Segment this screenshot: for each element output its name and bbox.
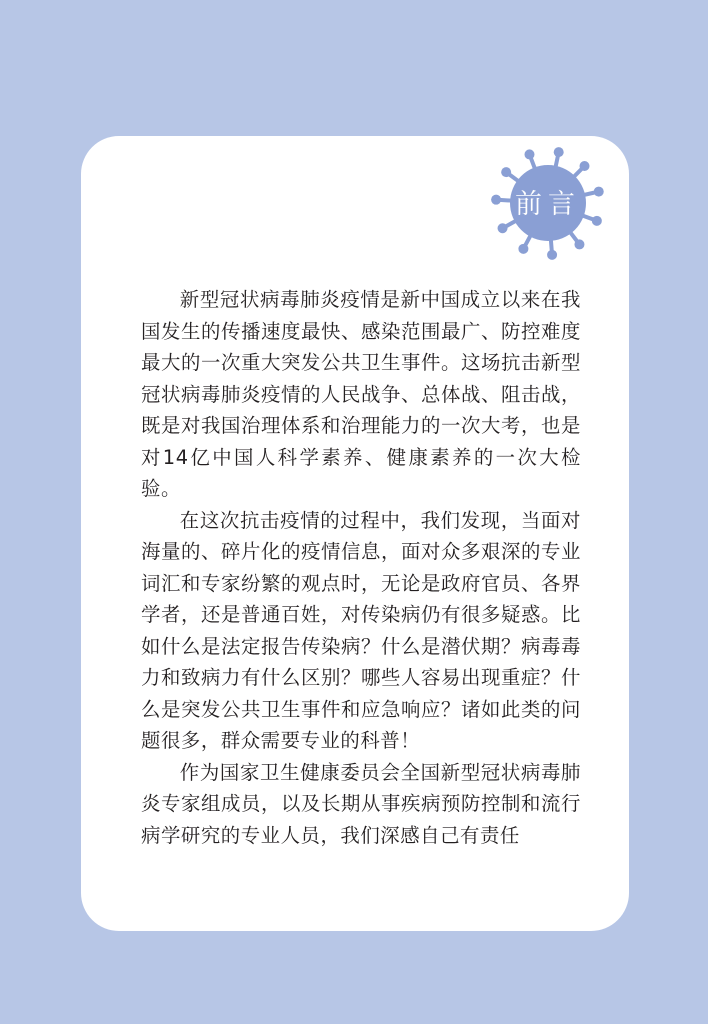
virus-spike-tip [518,244,528,254]
content-card [81,136,629,931]
virus-spike-tip [501,167,511,177]
virus-spike-tip [554,147,564,157]
paragraph-2: 在这次抗击疫情的过程中，我们发现，当面对海量的、碎片化的疫情信息，面对众多艰深的专业词汇和专家纷繁的观点时，无论是政府官员、各界学者，还是普通百姓，对传染病仍有很多疑惑。比如什么是法定报告传染病？什么是潜伏期？病毒毒力和致病力有什么区别？哪些人容易出现重症？什么是突发公共卫生事件和应急响应？诸如此类的问题很多，群众需要专业的科普！ [141,508,581,752]
virus-spike-tip [580,161,590,171]
virus-spike-tip [547,250,557,260]
virus-spike-tip [498,223,508,233]
preface-badge [489,144,607,262]
virus-spike-tip [574,239,584,249]
virus-spike-tip [524,149,534,159]
paragraph-1: 新型冠状病毒肺炎疫情是新中国成立以来在我国发生的传播速度最快、感染范围最广、防控难度最大的一次重大突发公共卫生事件。这场抗击新型冠状病毒肺炎疫情的人民战争、总体战、阻击战，既是对我国治理体系和治理能力的一次大考，也是对14亿中国人科学素养、健康素养的一次大检验。 [141,288,581,500]
paragraph-3: 作为国家卫生健康委员会全国新型冠状病毒肺炎专家组成员，以及长期从事疾病预防控制和流行病学研究的专业人员，我们深感自己有责任 [141,760,581,847]
preface-title: 前言 [515,189,581,220]
preface-body [141,284,581,851]
